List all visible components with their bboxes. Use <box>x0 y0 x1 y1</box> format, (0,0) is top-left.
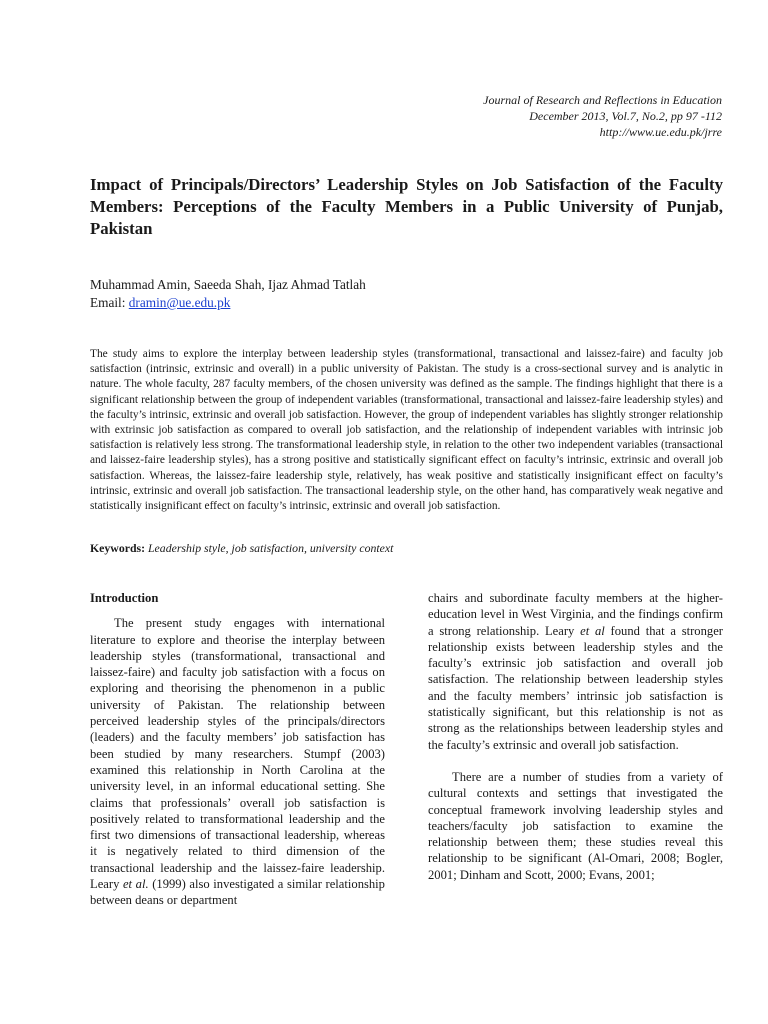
email-label: Email: <box>90 295 126 310</box>
right-column <box>428 590 723 883</box>
email-link[interactable]: dramin@ue.edu.pk <box>128 295 231 310</box>
journal-header <box>302 92 722 140</box>
author-names: Muhammad Amin, Saeeda Shah, Ijaz Ahmad Tatlah <box>90 277 366 292</box>
paper-title: Impact of Principals/Directors’ Leadership Styles on Job Satisfaction of the Faculty Members: Perceptions of the Faculty Members in a Public University of Punjab, Pakistan <box>90 175 723 238</box>
email-line <box>90 294 690 312</box>
intro-text-c: chairs and subordinate faculty members at the higher-education level in West Virginia, and the findings confirm a strong relationship. Leary <box>428 591 723 638</box>
left-column <box>90 590 385 909</box>
keywords <box>90 540 723 556</box>
introduction-heading: Introduction <box>90 591 159 605</box>
journal-issue: December 2013, Vol.7, No.2, pp 97 -112 <box>529 109 722 123</box>
intro-text-a: The present study engages with international literature to explore and theorise the interplay between leadership styles (transformational, transactional and laissez-faire) and faculty job satisfaction with a focus on exploring and theorising the phenomenon in a public university of Pakistan. The relationship between perceived leadership styles of the principals/directors (leaders) and the faculty members’ job satisfaction has been studied by many researchers. Stumpf (2003) examined this relationship in North Carolina at the university level, in an informal educational setting. She claims that professionals’ overall job satisfaction is positively related to transformational leadership and the first two dimensions of transactional leadership, whereas it is negatively related to third dimension of the transactional leadership and the laissez-faire leadership. Leary <box>90 616 385 892</box>
journal-name: Journal of Research and Reflections in Education <box>483 93 722 107</box>
keywords-label: Keywords: <box>90 541 146 555</box>
author-block <box>90 276 690 312</box>
intro-text-b: (1999) also investigated a similar relationship between deans or department <box>90 877 385 908</box>
intro-paragraph-2: There are a number of studies from a variety of cultural contexts and settings that investigated the conceptual framework involving leadership styles and teachers/faculty job satisfaction to examine the relationship between them; these studies reveal this relationship to be significant (Al-Omari, 2008; Bogler, 2001; Dinham and Scott, 2000; Evans, 2001; <box>428 769 723 882</box>
keywords-value: Leadership style, job satisfaction, university context <box>148 541 394 555</box>
et-al: et al. <box>122 877 149 892</box>
abstract: The study aims to explore the interplay between leadership styles (transformational, transactional and laissez-faire) and faculty job satisfaction (intrinsic, extrinsic and overall) in a public university of Pakistan. The study is a cross-sectional survey and is analytic in nature. The whole faculty, 287 faculty members, of the chosen university was defined as the sample. The findings highlight that there is a significant relationship between the group of independent variables (transformational, transactional and laissez-faire leadership styles) and the faculty’s intrinsic, extrinsic and overall job satisfaction. However, the group of independent variables has slightly stronger relationship with extrinsic job satisfaction as compared to overall job satisfaction, and the relationship of independent variables with intrinsic job satisfaction is relatively less strong. The transformational leadership style, in relation to the other two independent variables (transactional and laissez-faire leadership styles), has a strong positive and statistically significant effect on faculty’s intrinsic, extrinsic and overall job satisfaction. Whereas, the laissez-faire leadership style, relatively, has weak positive and statistically insignificant effect on faculty’s intrinsic, extrinsic and overall job satisfaction. The transactional leadership style, on the other hand, has comparatively weak negative and statistically insignificant effect on faculty’s intrinsic, extrinsic and overall job satisfaction. <box>90 348 723 513</box>
intro-paragraph-1-cont <box>428 590 723 753</box>
et-al-2: et al <box>580 623 605 638</box>
journal-url: http://www.ue.edu.pk/jrre <box>599 125 722 139</box>
intro-text-d: found that a stronger relationship exists between leadership styles and the faculty’s extrinsic job satisfaction and overall job satisfaction. The relationship between leadership styles and the faculty members’ intrinsic job satisfaction is statistically significant, but this relationship is not as strong as the relationships between leadership styles and the faculty’s extrinsic and overall job satisfaction. <box>428 623 723 752</box>
intro-paragraph-1 <box>90 615 385 908</box>
